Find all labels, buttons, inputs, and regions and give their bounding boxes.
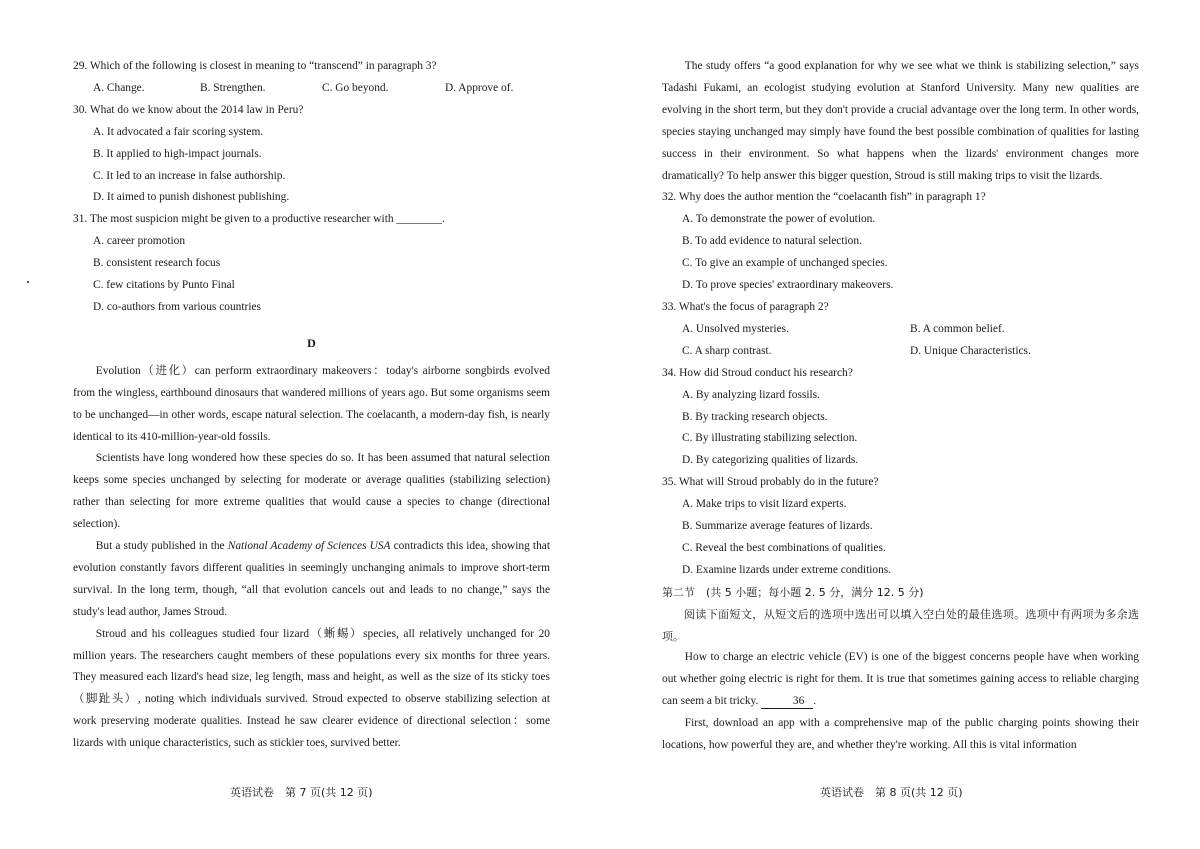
paragraph-3-text-start: But a study published in the xyxy=(95,540,228,553)
question-29-stem: 29. Which of the following is closest in meaning to “transcend” in paragraph 3? xyxy=(73,60,437,72)
q35-option-c: C. Reveal the best combinations of qualities. xyxy=(682,541,886,554)
cloze-text-end: . xyxy=(813,695,817,708)
left-column xyxy=(73,56,550,755)
cloze-text-start: How to charge an electric vehicle (EV) is one of the biggest concerns people have when working out whether going electric is right for them. It is true that sometimes gaining access to reliable charging can seem a bit tricky. xyxy=(662,651,1139,708)
question-31-stem: 31. The most suspicion might be given to a productive researcher with ________. xyxy=(73,213,445,226)
question-33-stem: 33. What's the focus of paragraph 2? xyxy=(662,300,829,313)
right-column xyxy=(662,56,1139,757)
q30-option-c: C. It led to an increase in false authorship. xyxy=(93,169,286,182)
section-2-title: 第二节 (共 5 小题；每小题 2. 5 分，满分 12. 5 分) xyxy=(662,585,924,599)
q31-option-b: B. consistent research focus xyxy=(93,257,221,270)
q29-option-a: A. Change. xyxy=(93,81,145,94)
q33-options-row-1 xyxy=(662,319,1139,341)
q33-option-a: A. Unsolved mysteries. xyxy=(682,322,789,335)
journal-title: National Academy of Sciences USA xyxy=(227,540,391,553)
q34-option-d: D. By categorizing qualities of lizards. xyxy=(682,454,859,467)
passage-d-paragraph-5: The study offers “a good explanation for why we see what we think is stabilizing selection,” says Tadashi Fukami, an ecologist studying evolution at Stanford University. Many new qualities are evolving in the short term, but they don't provide a crucial advantage over the long term. In other words, species staying unchanged may simply have found the best possible combination of qualities for lasting success in their environment. So what happens when the lizards' environment changes more dramatically? To help answer this bigger question, Stroud is still making trips to visit the lizards. xyxy=(662,60,1139,182)
q33-option-d: D. Unique Characteristics. xyxy=(910,344,1031,357)
cloze-paragraph-2: First, download an app with a comprehensive map of the public charging points showing their locations, how powerful they are, and whether they're working. All this is vital information xyxy=(662,717,1139,752)
q30-option-d: D. It aimed to punish dishonest publishing. xyxy=(93,191,290,204)
cloze-paragraph-1 xyxy=(662,647,1139,713)
question-32-stem: 32. Why does the author mention the “coelacanth fish” in paragraph 1? xyxy=(662,191,986,204)
page-8-footer: 英语试卷 第 8 页(共 12 页) xyxy=(820,786,963,799)
q29-option-c: C. Go beyond. xyxy=(322,81,389,94)
question-29-options xyxy=(73,78,550,100)
q31-option-d: D. co-authors from various countries xyxy=(93,300,261,313)
q32-option-c: C. To give an example of unchanged species. xyxy=(682,257,888,270)
passage-d-heading: D xyxy=(307,335,316,350)
question-30-stem: 30. What do we know about the 2014 law in Peru? xyxy=(73,103,304,116)
q31-option-a: A. career promotion xyxy=(93,235,186,248)
q30-option-a: A. It advocated a fair scoring system. xyxy=(93,125,264,138)
q35-option-b: B. Summarize average features of lizards. xyxy=(682,520,873,533)
passage-d-paragraph-4: Stroud and his colleagues studied four lizard（蜥蜴）species, all relatively unchanged for 20 million years. The researchers caught members of these populations every six months for three years. They measured each lizard's head size, leg length, mass and height, as well as the size of its sticky toes（脚趾头）, noting which individuals survived. Stroud expected to observe stabilizing selection at work preserving moderate qualities. Instead he saw clearer evidence of directional selection：some lizards with unique characteristics, such as stickier toes, survived better. xyxy=(73,627,550,750)
q33-option-b: B. A common belief. xyxy=(910,322,1005,335)
passage-d-paragraph-2: Scientists have long wondered how these species do so. It has been assumed that natural selection keeps some species unchanged by selecting for moderate or average qualities (stabilizing selection) rather than selecting for more extreme qualities that would cause a species to change (directional selection). xyxy=(73,452,550,531)
q32-option-d: D. To prove species' extraordinary makeovers. xyxy=(682,279,894,292)
q29-option-d: D. Approve of. xyxy=(445,81,514,94)
q34-option-c: C. By illustrating stabilizing selection. xyxy=(682,432,858,445)
q32-option-a: A. To demonstrate the power of evolution. xyxy=(682,213,876,226)
question-35-stem: 35. What will Stroud probably do in the future? xyxy=(662,476,879,489)
blank-36: 36 xyxy=(761,694,813,709)
scan-speck xyxy=(27,281,29,283)
q31-option-c: C. few citations by Punto Final xyxy=(93,279,235,292)
page-7-footer: 英语试卷 第 7 页(共 12 页) xyxy=(230,786,373,799)
q35-option-a: A. Make trips to visit lizard experts. xyxy=(682,498,847,511)
passage-d-paragraph-3 xyxy=(73,536,550,624)
q34-option-a: A. By analyzing lizard fossils. xyxy=(682,388,820,401)
q32-option-b: B. To add evidence to natural selection. xyxy=(682,235,862,248)
q35-option-d: D. Examine lizards under extreme conditions. xyxy=(682,563,892,576)
q34-option-b: B. By tracking research objects. xyxy=(682,410,828,423)
q29-option-b: B. Strengthen. xyxy=(200,81,266,94)
q33-options-row-2 xyxy=(662,341,1139,363)
section-2-instructions: 阅读下面短文，从短文后的选项中选出可以填入空白处的最佳选项。选项中有两项为多余选项。 xyxy=(662,607,1139,643)
paragraph-3-text-end: contradicts this idea, showing that evolution constantly favors different qualities in seemingly unchanging animals to improve short-term survival. In the long term, though, “all that evolution cancels out and leads to no change,” says the study's lead author, James Stroud. xyxy=(73,540,550,618)
question-34-stem: 34. How did Stroud conduct his research? xyxy=(662,366,853,379)
q33-option-c: C. A sharp contrast. xyxy=(682,344,772,357)
q30-option-b: B. It applied to high-impact journals. xyxy=(93,147,262,160)
passage-d-paragraph-1: Evolution（进化）can perform extraordinary makeovers：today's airborne songbirds evolved from the wingless, earthbound dinosaurs that wandered millions of years ago. But some organisms seem to be unchanged—in other words, escape natural selection. The coelacanth, a modern-day fish, is nearly identical to its 410-million-year-old fossils. xyxy=(73,364,550,443)
